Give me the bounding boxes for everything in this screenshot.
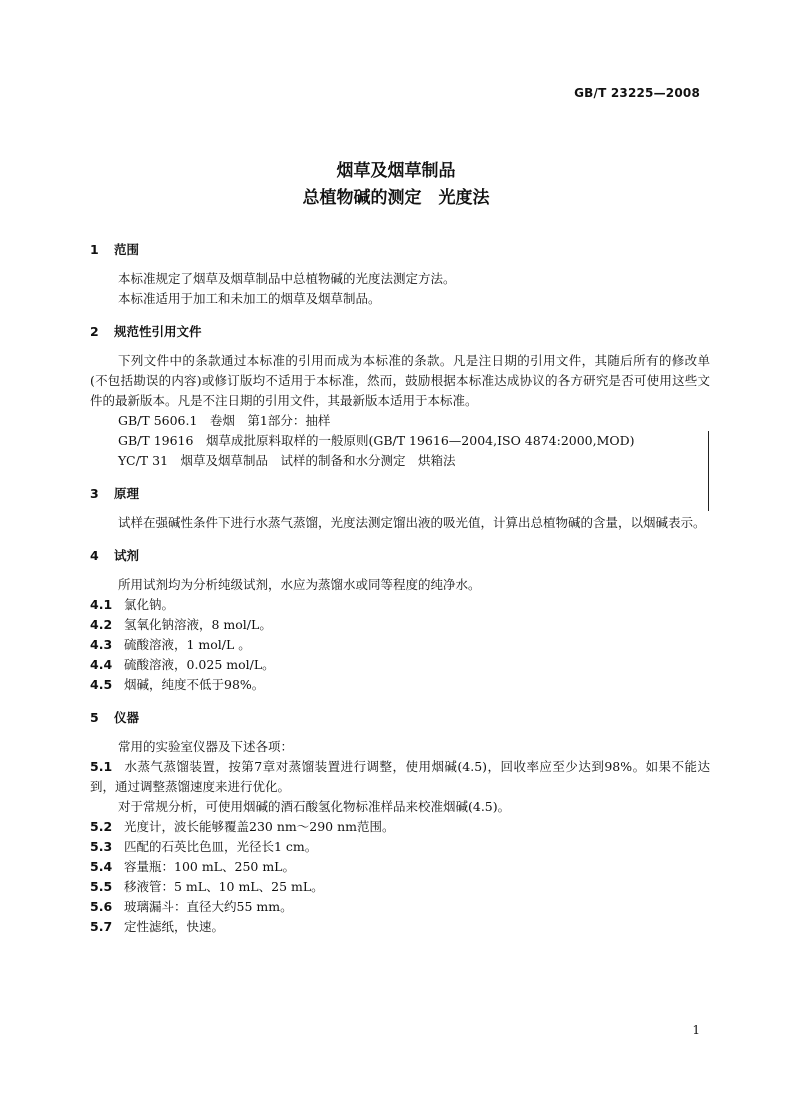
paragraph: 下列文件中的条款通过本标准的引用而成为本标准的条款。凡是注日期的引用文件，其随后所有的修改单(不包括勘误的内容)或修订版均不适用于本标准，然而，鼓励根据本标准达成协议的各方研究是否可使用这些文件的最新版本。凡是不注日期的引用文件，其最新版本适用于本标准。 — [90, 353, 710, 408]
section-title: 试剂 — [114, 548, 140, 563]
reagent-item — [90, 615, 710, 635]
standard-code: GB/T 23225—2008 — [574, 86, 700, 100]
item-number: 4.5 — [90, 677, 113, 692]
paragraph: 所用试剂均为分析纯级试剂，水应为蒸馏水或同等程度的纯净水。 — [118, 577, 481, 592]
item-text: 水蒸气蒸馏装置，按第7章对蒸馏装置进行调整，使用烟碱(4.5)，回收率应至少达到98%。如果不能达到，通过调整蒸馏速度来进行优化。 — [90, 759, 710, 794]
reference-item: GB/T 5606.1 卷烟 第1部分：抽样 — [118, 413, 331, 428]
section-number: 1 — [90, 242, 99, 257]
item-number: 5.7 — [90, 919, 113, 934]
document-title-line1: 烟草及烟草制品 — [336, 161, 456, 181]
apparatus-item — [90, 877, 710, 897]
reagent-item — [90, 635, 710, 655]
apparatus-item — [90, 757, 710, 797]
reference-item: GB/T 19616 烟草成批原料取样的一般原则(GB/T 19616—2004,ISO 4874:2000,MOD) — [118, 433, 635, 448]
revision-change-bar — [708, 431, 709, 511]
paragraph: 常用的实验室仪器及下述各项： — [118, 739, 294, 754]
item-number: 4.3 — [90, 637, 113, 652]
section-heading-normative-references — [90, 322, 710, 342]
document-title-line2: 总植物碱的测定 光度法 — [302, 188, 490, 208]
item-text: 匹配的石英比色皿，光径长1 cm。 — [124, 839, 318, 854]
item-number: 5.5 — [90, 879, 113, 894]
section-number: 4 — [90, 548, 99, 563]
section-number: 2 — [90, 324, 99, 339]
item-text: 烟碱，纯度不低于98%。 — [124, 677, 265, 692]
apparatus-item — [90, 857, 710, 877]
section-heading-reagents — [90, 546, 710, 566]
paragraph: 本标准适用于加工和未加工的烟草及烟草制品。 — [118, 291, 381, 306]
section-number: 5 — [90, 710, 99, 725]
item-number: 5.6 — [90, 899, 113, 914]
item-text: 玻璃漏斗：直径大约55 mm。 — [124, 899, 293, 914]
reference-item: YC/T 31 烟草及烟草制品 试样的制备和水分测定 烘箱法 — [118, 453, 456, 468]
paragraph: 本标准规定了烟草及烟草制品中总植物碱的光度法测定方法。 — [118, 271, 456, 286]
reagent-item — [90, 675, 710, 695]
item-text: 氢氧化钠溶液，8 mol/L。 — [124, 617, 272, 632]
section-heading-apparatus — [90, 708, 710, 728]
item-number: 4.2 — [90, 617, 113, 632]
apparatus-item — [90, 837, 710, 857]
item-text: 光度计，波长能够覆盖230 nm～290 nm范围。 — [124, 819, 395, 834]
section-title: 原理 — [114, 486, 140, 501]
section-title: 范围 — [114, 242, 140, 257]
paragraph: 对于常规分析，可使用烟碱的酒石酸氢化物标准样品来校准烟碱(4.5)。 — [118, 799, 511, 814]
section-title: 规范性引用文件 — [114, 324, 202, 339]
document-body — [90, 240, 710, 937]
page-number: 1 — [692, 1023, 700, 1037]
item-text: 容量瓶：100 mL、250 mL。 — [124, 859, 295, 874]
apparatus-item — [90, 897, 710, 917]
item-text: 移液管：5 mL、10 mL、25 mL。 — [124, 879, 324, 894]
item-text: 硫酸溶液，1 mol/L 。 — [124, 637, 251, 652]
reagent-item — [90, 655, 710, 675]
reagent-item — [90, 595, 710, 615]
apparatus-item — [90, 817, 710, 837]
section-heading-principle — [90, 484, 710, 504]
apparatus-item — [90, 917, 710, 937]
paragraph: 试样在强碱性条件下进行水蒸气蒸馏，光度法测定馏出液的吸光值，计算出总植物碱的含量，以烟碱表示。 — [118, 515, 706, 530]
item-number: 4.1 — [90, 597, 113, 612]
item-number: 5.4 — [90, 859, 113, 874]
section-title: 仪器 — [114, 710, 140, 725]
item-number: 5.1 — [90, 759, 113, 774]
item-number: 5.2 — [90, 819, 113, 834]
section-number: 3 — [90, 486, 99, 501]
item-text: 氯化钠。 — [124, 597, 175, 612]
item-text: 硫酸溶液，0.025 mol/L。 — [124, 657, 275, 672]
item-number: 5.3 — [90, 839, 113, 854]
section-heading-scope — [90, 240, 710, 260]
item-text: 定性滤纸，快速。 — [124, 919, 225, 934]
item-number: 4.4 — [90, 657, 113, 672]
